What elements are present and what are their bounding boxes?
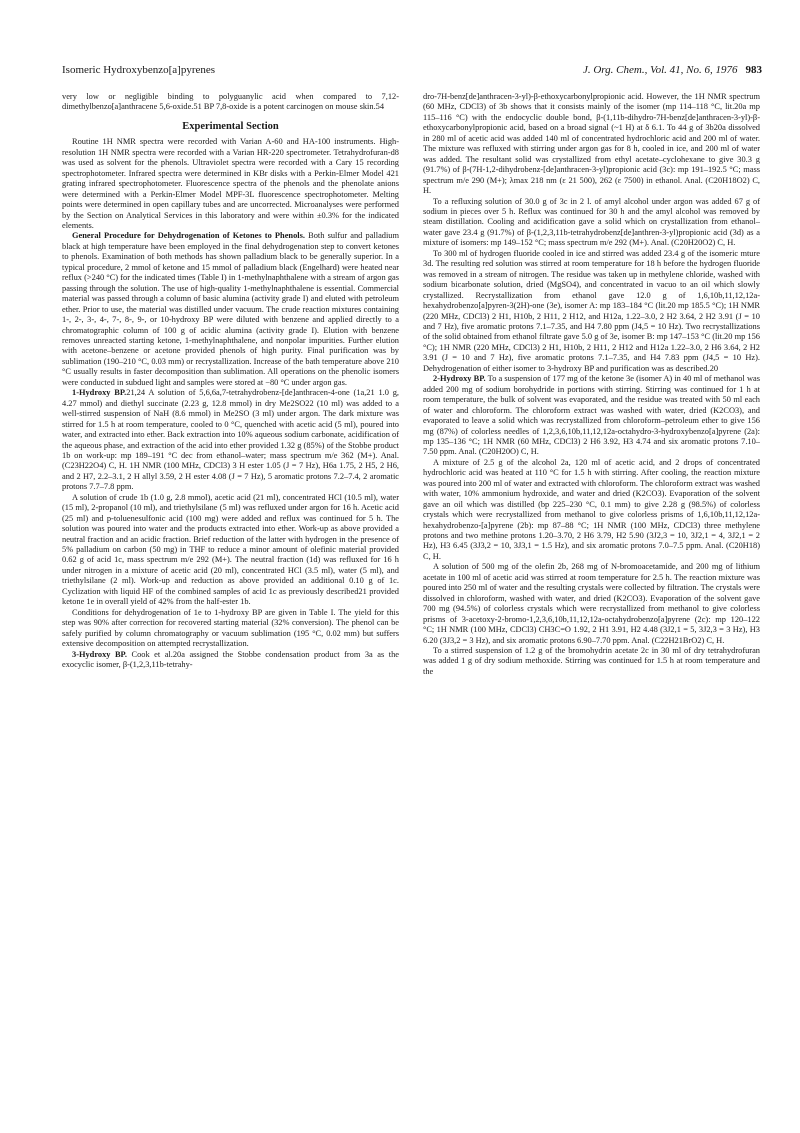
hydroxy3-body: Cook et al.20a assigned the Stobbe condensation product from 3a as the exocyclic isomer, β-(1,2,3,11b-tetrahy- xyxy=(62,649,399,670)
alcohol-2a-paragraph: A mixture of 2.5 g of the alcohol 2a, 120 ml of acetic acid, and 2 drops of concentrated hydrochloric acid was heated at 110 °C for 1.5 h with stirring. After cooling, the reaction mixture was poured into 200 ml of water and extracted with chloroform. The chloroform extract was washed with water, 10% ammonium hydroxide, and water and dried (K2CO3). Evaporation of the solvent gave an oil which was distilled (bp 225–230 °C, 0.1 mm) to give 2.28 g (98.5%) of colorless crystals which were recrystallized from methanol to give colorless prisms of 1,6,10b,11,12,12a-hexahydrobenzo-[a]pyrene (2b): mp 87–88 °C; 1H NMR (100 MHz, CDCl3) three methylene protons and two methine protons 1.20–3.70, 2 H6 3.79, H2 5.90 (3J2,3 = 10, 3J2,1 = 4, 3J2,1 = 2 Hz), H3 6.45 (3J3,2 = 10, 3J3,1 = 1.5 Hz), and six aromatic protons 7.0–7.5 ppm. Anal. (C20H18) C, H. xyxy=(423,457,760,561)
running-head-title: Isomeric Hydroxybenzo[a]pyrenes xyxy=(62,64,216,76)
general-procedure-body: Both sulfur and palladium black at high temperature have been employed in the final dehydrogenation step to convert ketones to phenols. Examination of both methods has shown palladium black to be generally superior. In a typical procedure, 2 mmol of ketone and 15 mmol of palladium black (Engelhard) were heated near reflux (>240 °C) for the indicated times (Table I) in 1-methylnaphthalene with a stream of argon gas passing through the solution. The use of high-quality 1-methylnaphthalene is essential. Commercial material was passed through a column of basic alumina (activity grade I) and eluted with petroleum ether. Prior to use, the material was distilled under vacuum. The crude reaction mixtures containing 1-, 2-, 3-, 4-, 7-, 8-, 9-, or 10-hydroxy BP were diluted with benzene and applied directly to a chromatographic column of 100 g of acidic alumina (activity grade I). Elution with benzene removes unreacted starting ketone, 1-methylnaphthalene, and nonpolar impurities. Further elution with acetone–benzene or acetone provided phenols of high purity. Final purification was by sublimation (190–210 °C, 0.03 mm) or recrystallization. Increase of the bath temperature above 210 °C usually results in faster decomposition than sublimation. All operations on the phenolic isomers were conducted in subdued light and samples were stored at −80 °C under argon gas. xyxy=(62,231,400,387)
section-title: Experimental Section xyxy=(182,120,279,132)
continuation-paragraph: dro-7H-benz[de]anthracen-3-yl)-β-ethoxycarbonylpropionic acid. However, the 1H NMR spectrum (60 MHz, CDCl3) of 3b shows that it consists mainly of the isomer (mp 114–118 °C, lit.20a mp 115–116 °C) with the endocyclic double bond, β-(1,11b-dihydro-7H-benz[de]anthracen-3-yl)-β-ethoxycarbonylpropionic acid, based on a broad signal (~1 H) at δ 6.1. To 44 g of 3b20a dissolved in 280 ml of acetic acid was added 140 ml of concentrated hydrochloric acid and 200 ml of water. The mixture was refluxed with stirring under argon gas for 8 h, cooled in ice, and 200 ml of water was added. The resultant solid was crystallized from ethyl acetate–cyclohexane to give 30.3 g (91.7%) of β-(7H-1,2-dihydrobenz-[de]anthracen-3-yl)propionic acid (3c): mp 191–192.5 °C; mass spectrum m/e 290 (M+); λmax 218 nm (ε 21 500), 262 (ε 7500) in ethanol. Anal. (C20H18O2) C, H. xyxy=(423,92,760,196)
crude-1b-paragraph: A solution of crude 1b (1.0 g, 2.8 mmol), acetic acid (21 ml), concentrated HCl (10.5 ml), water (15 ml), 2-propanol (10 ml), and triethylsilane (5 ml) was refluxed under argon for 16 h. Acetic acid (25 ml) and p-toluenesulfonic acid (100 mg) were added and reflux was continued for 5 h. The solution was poured into water and the products extracted into ether. Work-up as above provided a neutral fraction and an acidic fraction. Brief reduction of the latter with hydrogen in the presence of 5% palladium on carbon (50 mg) in THF to reduce a minor amount of olefinic material provided 0.62 g of acid 1c, mass spectrum m/e 292 (M+). The neutral fraction (1d) was refluxed for 16 h under nitrogen in a mixture of acetic acid (20 ml), concentrated HCl (3.5 ml), water (5 ml), and triethylsilane (2 ml). Work-up and reduction as above provided an additional 0.10 g of 1c. Cyclization with liquid HF of the combined samples of acid 1c as previously described21 provided ketone 1e in overall yield of 42% from the half-ester 1b. xyxy=(62,492,399,607)
experimental-paragraph: Routine 1H NMR spectra were recorded with Varian A-60 and HA-100 instruments. High-resolution 1H NMR spectra were recorded with a Varian HR-220 spectrometer. Tetrahydrofuran-d8 was used as solvent for the phenols. Ultraviolet spectra were recorded with a Cary 15 recording spectrophotometer. Infrared spectra were determined in KBr disks with a Perkin-Elmer Model 421 grating infrared spectrophotometer. Fluorescence spectra of the phenols and the phenolate anions were determined with a Perkin-Elmer Model MPF-3L fluorescence spectrophotometer. Melting points were determined in open capillary tubes and are uncorrected. Microanalyses were performed by the Section on Analytical Services in this laboratory and were within ±0.3% for the indicated elements. xyxy=(62,137,399,230)
general-procedure-heading: General Procedure for Dehydrogenation of Ketones to Phenols. xyxy=(72,231,305,241)
hydrogen-fluoride-paragraph: To 300 ml of hydrogen fluoride cooled in ice and stirred was added 23.4 g of the isomeric mture 3d. The resulting red solution was stirred at room temperature for 18 h before the hydrogen fluoride was removed in a stream of nitrogen. The residue was taken up in methylene chloride, washed with sodium bicarbonate solution, dried (MgSO4), and concentrated in vacuo to an oil which slowly crystallized. Recrystallization from ethanol gave 12.0 g of 1,6,10b,11,12,12a-hexahydrobenzo[a]pyren-3(2H)-one (3e), isomer A: mp 183–184 °C (lit.20 mp 185.5 °C); 1H NMR (220 MHz, CDCl3) 2 H1, H10b, 2 H11, 2 H12, and H12a, 1.22–3.0, 2 H2 3.64, 2 H2 3.91 (J = 10 and 7 Hz), five aromatic protons 7.1–7.35, and H4 7.80 ppm (J4,5 = 10 Hz). Two recrystallizations of the solid obtained from ethanol filtrate gave 5.0 g of 3e, isomer B: mp 147–153 °C (lit.20 mp 156 °C); 1H NMR (220 MHz, CDCl3) 2 H1, H10b, 2 H11, 2 H12 and H12a 1.22–3.0, 2 H6 3.64, 2 H2 3.91 (J = 10 and 7 Hz), five aromatic protons 7.1–7.35, and H4 7.83 ppm (J4,5 = 10 Hz). Dehydrogenation of either isomer to 3-hydroxy BP and purification was as described.20 xyxy=(423,248,760,373)
page-number: 983 xyxy=(745,64,762,76)
journal-citation: J. Org. Chem., Vol. 41, No. 6, 1976 xyxy=(582,64,738,76)
hydroxy2-body: To a suspension of 177 mg of the ketone 3e (isomer A) in 40 ml of methanol was added 200 mg of sodium borohydride in portions with stirring. Stirring was continued for 1 h at room temperature, the bulk of solvent was evaporated, and the residue was treated with 50 ml each of water and chloroform. The chloroform extract was washed with water, dried (K2CO3), and evaporated to leave a solid which was recrystallized from chloroform–petroleum ether to give 156 mg (87%) of colorless needles of 1,2,3,6,10b,11,12,12a-octahydro-3-hydroxybenzo[a]pyrene (2a): mp 135–136 °C; 1H NMR (60 MHz, CDCl3) 2 H6 3.92, H3 4.74 and six aromatic protons 7.10–7.50 ppm. Anal. (C20H20O) C, H. xyxy=(423,374,760,457)
right-column xyxy=(423,92,760,677)
bromohydrin-paragraph: To a stirred suspension of 1.2 g of the bromohydrin acetate 2c in 30 ml of dry tetrahydrofuran was added 1 g of dry sodium methoxide. Stirring was continued for 1.5 h at room temperature and the xyxy=(423,646,760,676)
hydroxy3-heading: 3-Hydroxy BP. xyxy=(72,649,127,659)
running-head-journal xyxy=(583,64,762,76)
general-procedure-paragraph xyxy=(62,231,399,388)
running-head xyxy=(62,64,762,82)
amyl-alcohol-paragraph: To a refluxing solution of 30.0 g of 3c in 2 l. of amyl alcohol under argon was added 67 g of sodium in pieces over 5 h. Reflux was continued for 30 h and the amyl alcohol was removed by steam distillation. Cooling and acidification gave a solid which on crystallization from ethanol–water gave 23.4 g (91.7%) of β-(1,2,3,11b-tetrahydrobenz[de]anthren-3-yl)propionic acid (3d) as a mixture of isomers: mp 149–152 °C; mass spectrum m/e 292 (M+). Anal. (C20H20O2) C, H. xyxy=(423,196,760,248)
hydroxy3-paragraph xyxy=(62,650,399,671)
hydroxy1-heading: 1-Hydroxy BP. xyxy=(72,388,127,398)
intro-paragraph: very low or negligible binding to polyguanylic acid when compared to 7,12-dimethylbenzo[a]anthracene 5,6-oxide.51 BP 7,8-oxide is a potent carcinogen on mouse skin.54 xyxy=(62,92,399,112)
olefin-2b-paragraph: A solution of 500 mg of the olefin 2b, 268 mg of N-bromoacetamide, and 200 mg of lithium acetate in 100 ml of acetic acid was stirred at room temperature for 2.5 h. The reaction mixture was poured into 250 ml of water and the resulting crystals were collected by filtration. The crystals were dissolved in chloroform, washed with water, and dried (K2CO3). Evaporation of the solvent gave 700 mg (94.5%) of colorless crystals which were recrystallized from methanol to give colorless prisms of 3-acetoxy-2-bromo-1,2,3,6,10b,11,12,12a-octahydrobenzo[a]pyrene (2c): mp 120–122 °C; 1H NMR (100 MHz, CDCl3) CH3C=O 1.92, 2 H1 3.91, H2 4.48 (3J2,1 = 5, 3J2,3 = 3 Hz), H3 6.20 (3J3,2 = 3 Hz), and six aromatic protons 6.90–7.70 ppm. Anal. (C22H21BrO2) C, H. xyxy=(423,562,760,645)
conditions-paragraph: Conditions for dehydrogenation of 1e to 1-hydroxy BP are given in Table I. The yield for this step was 90% after correction for recovered starting material (32% conversion). The phenol can be safely purified by column chromatography or vacuum sublimation (195 °C, 0.02 mm) but suffers extensive decomposition on attempted recrystallization. xyxy=(62,607,399,649)
hydroxy2-paragraph xyxy=(423,374,760,458)
hydroxy1-paragraph xyxy=(62,388,399,493)
hydroxy1-body: 21,24 A solution of 5,6,6a,7-tetrahydrobenz-[de]anthracen-4-one (1a,21 1.0 g, 4.27 mmol) and diethyl succinate (2.23 g, 12.8 mmol) in dry Me2SO22 (10 ml) was added to a well-stirred suspension of NaH (8.6 mmol) in Me2SO (3 ml) under argon. The dark mixture was stirred for 1.5 h at room temperature, cooled to 0 °C, quenched with acetic acid (5 ml), poured into water, and extracted into ether. Back extraction into 10% aqueous sodium carbonate, acidification of the aqueous phase, and extraction of the acid into ether provided 1.32 g (85%) of the Stobbe product 1b on work-up: mp 189–191 °C dec from ethanol–water; mass spectrum m/e 362 (M+). Anal. (C23H22O4) C, H. 1H NMR (100 MHz, CDCl3) 3 H ester 1.05 (J = 7 Hz), H6a 1.75, 2 H5, 2 H6, and 2 H7, 2.2–3.1, 2 H allyl 3.59, 2 H ester 4.08 (J = 7 Hz), 5 aromatic protons 7.2–7.4, 2 aromatic protons 7.7–7.8 ppm. xyxy=(62,388,399,492)
left-column xyxy=(62,92,399,670)
hydroxy2-heading: 2-Hydroxy BP. xyxy=(433,374,486,384)
